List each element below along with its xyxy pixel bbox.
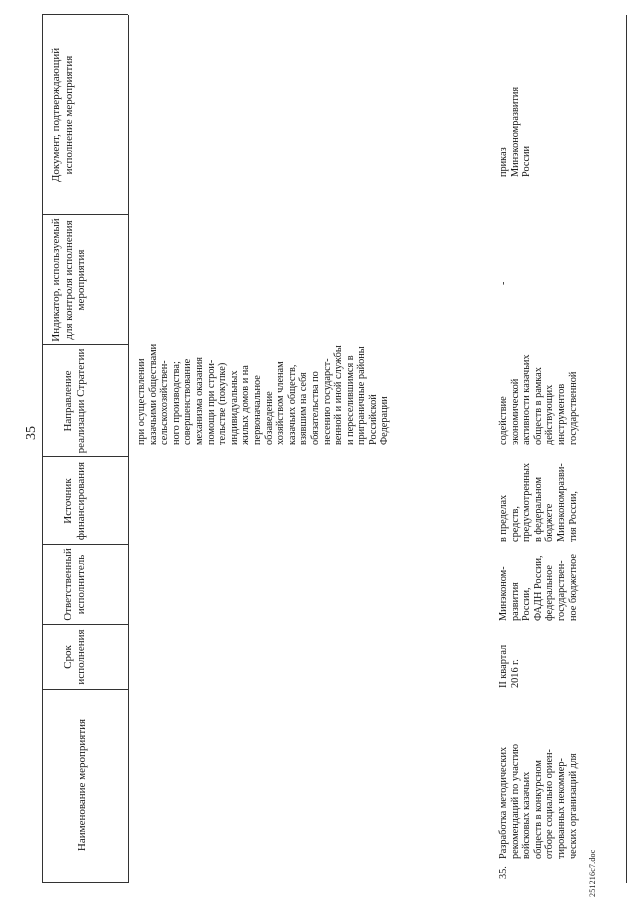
- text-line: экономической: [509, 378, 521, 445]
- document-code: 251216с7.doc: [588, 849, 597, 897]
- text-line: тированных некоммер-: [555, 758, 567, 859]
- text-line: России: [521, 145, 533, 177]
- text-line: федеральное: [544, 565, 556, 621]
- text-line: бюджете: [544, 503, 556, 542]
- text-line: содействие: [498, 396, 509, 445]
- text-line: активности казачьих: [521, 354, 533, 445]
- text-line: ного производства;: [170, 361, 182, 445]
- text-line: взявшим на себя: [298, 372, 310, 445]
- column-divider: [42, 344, 128, 345]
- row-direction-text: [498, 354, 579, 445]
- text-line: средств,: [509, 506, 521, 542]
- text-line: совершенствование: [182, 358, 194, 445]
- text-line: государственной: [567, 371, 579, 445]
- header-deadline: Срок исполнения: [62, 629, 87, 685]
- text-line: механизма оказания: [193, 356, 205, 445]
- row-indicator-text: -: [498, 281, 509, 285]
- text-line: 2016 г.: [509, 659, 521, 688]
- text-line: Минэконом-: [498, 566, 509, 621]
- row-number: 35.: [498, 866, 509, 879]
- text-line: хозяйством членам: [275, 361, 287, 445]
- text-line: II квартал: [498, 644, 509, 688]
- text-line: в федеральном: [532, 477, 544, 542]
- header-bottom-border: [128, 15, 129, 883]
- column-divider: [42, 624, 128, 625]
- column-divider: [42, 544, 128, 545]
- text-line: предусмотренных: [521, 462, 533, 542]
- text-line: венной и иной службы: [333, 345, 345, 445]
- row-funding-text: [498, 463, 579, 542]
- row-document-text: [498, 87, 533, 177]
- text-line: приграничные районы: [356, 346, 368, 445]
- text-line: России,: [521, 587, 533, 621]
- text-line: обзаведение: [263, 391, 275, 445]
- text-line: несению государст-: [321, 358, 333, 445]
- text-line: при осуществлении: [136, 358, 147, 445]
- text-line: Федерации: [379, 396, 391, 445]
- text-line: действующих: [544, 384, 556, 445]
- text-line: обязательства по: [309, 371, 321, 445]
- text-line: казачьих обществ,: [286, 364, 298, 445]
- text-line: в пределах: [498, 494, 509, 542]
- text-line: Российской: [367, 394, 379, 445]
- text-line: жилых домов и на: [240, 365, 252, 445]
- column-divider: [42, 14, 128, 15]
- text-line: индивидуальных: [228, 370, 240, 445]
- text-line: сельскохозяйствен-: [159, 360, 171, 445]
- text-line: инструментов: [555, 383, 567, 445]
- text-line: обществ в рамках: [532, 367, 544, 445]
- text-line: Минэкономразви-: [555, 463, 567, 542]
- column-divider: [42, 456, 128, 457]
- continuation-direction-text: [136, 344, 391, 445]
- text-line: обществ в конкурсном: [532, 760, 544, 859]
- text-line: помощи при строи-: [205, 359, 217, 445]
- header-direction: Направление реализации Стратегии: [62, 348, 87, 454]
- row-deadline-text: [498, 645, 521, 688]
- header-indicator: Индикатор, используемый для контроля исполнения мероприятия: [50, 218, 87, 342]
- column-divider: [42, 214, 128, 215]
- text-line: Разработка методических: [498, 746, 509, 859]
- row-name-text: [498, 744, 579, 859]
- text-line: тельстве (покупке): [217, 362, 229, 445]
- text-line: приказ: [498, 147, 509, 177]
- text-line: ное бюджетное: [567, 554, 579, 621]
- header-name: Наименование мероприятия: [76, 718, 88, 852]
- page-number: 35: [24, 426, 39, 440]
- header-funding: Источник финансирования: [62, 461, 87, 541]
- text-line: государствен-: [555, 560, 567, 621]
- table-top-border: [42, 15, 43, 883]
- text-line: рекомендаций по участию: [509, 743, 521, 859]
- header-document: Документ, подтверждающий исполнение мероприятия: [50, 47, 75, 183]
- column-divider: [42, 882, 128, 883]
- text-line: ФАДН России,: [532, 555, 544, 621]
- header-responsible: Ответственный исполнитель: [62, 548, 87, 621]
- text-line: Минэкономразвития: [509, 86, 521, 177]
- text-line: тия России,: [567, 491, 579, 542]
- table-bottom-border: [626, 15, 627, 883]
- text-line: казачьими обществами: [147, 343, 159, 445]
- text-line: войсковых казачьих: [521, 771, 533, 859]
- text-line: и переселившимся в: [344, 355, 356, 445]
- text-line: развития: [509, 582, 521, 621]
- row-responsible-text: [498, 554, 579, 621]
- column-divider: [42, 689, 128, 690]
- text-line: первоначальное: [251, 375, 263, 445]
- text-line: ческих организаций для: [567, 753, 579, 859]
- text-line: отборе социально ориен-: [544, 749, 556, 859]
